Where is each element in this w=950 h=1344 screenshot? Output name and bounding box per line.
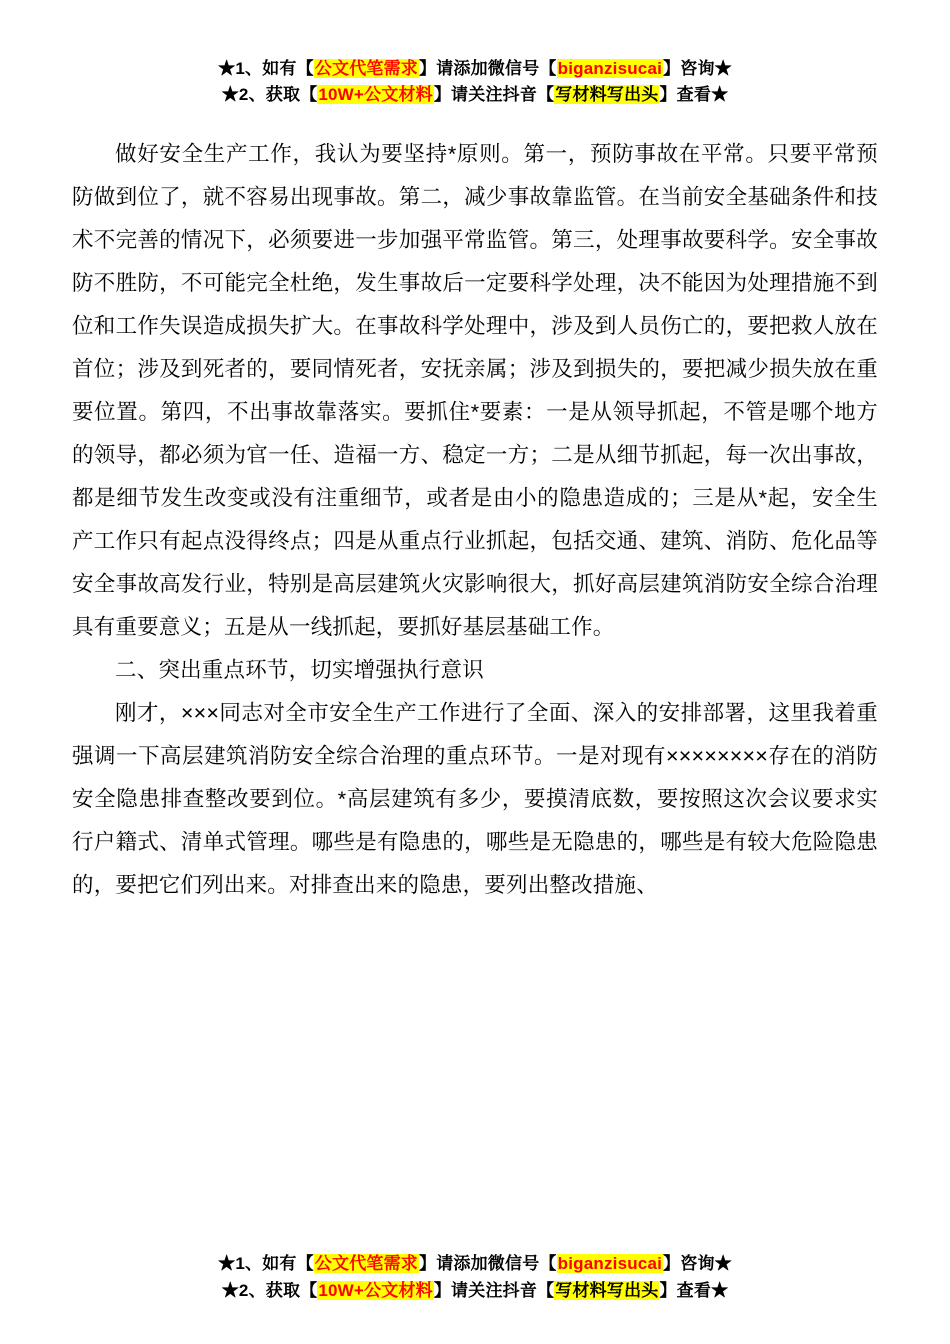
- promo-bottom-line-2-middle: 】请关注抖音【: [433, 1280, 555, 1300]
- promo-top-line-1-suffix: 】咨询★: [663, 59, 732, 78]
- document-body: [72, 133, 878, 907]
- promo-bottom-line-2-highlight-1: 10W+公文材料: [318, 1280, 433, 1300]
- document-heading-section-2: 二、突出重点环节，切实增强执行意识: [115, 657, 484, 682]
- promo-top-line-1-prefix: ★1、如有【: [218, 59, 314, 78]
- promo-bottom-line-2-suffix: 】查看★: [659, 1280, 729, 1300]
- promo-top-line-2-highlight-1: 10W+公文材料: [318, 85, 433, 105]
- promo-top-line-1-highlight-2: biganzisucai: [557, 59, 663, 78]
- promo-top-line-2-highlight-2: 写材料写出头: [555, 85, 659, 105]
- promo-bottom-line-2-highlight-2: 写材料写出头: [555, 1280, 659, 1300]
- promo-top-line-2-prefix: ★2、获取【: [221, 85, 318, 105]
- promo-top-line-2-middle: 】请关注抖音【: [433, 85, 555, 105]
- document-paragraph-2: 刚才，×××同志对全市安全生产工作进行了全面、深入的安排部署，这里我着重强调一下高层建筑消防安全综合治理的重点环节。一是对现有××××××××存在的消防安全隐患排查整改要到位。*高层建筑有多少，要摸清底数，要按照这次会议要求实行户籍式、清单式管理。哪些是有隐患的，哪些是无隐患的，哪些是有较大危险隐患的，要把它们列出来。对排查出来的隐患，要列出整改措施、: [72, 700, 878, 897]
- promo-top-line-2: [72, 82, 878, 108]
- promo-top-line-2-suffix: 】查看★: [659, 85, 729, 105]
- document-paragraph-1: 做好安全生产工作，我认为要坚持*原则。第一，预防事故在平常。只要平常预防做到位了，就不容易出现事故。第二，减少事故靠监管。在当前安全基础条件和技术不完善的情况下，必须要进一步加强平常监管。第三，处理事故要科学。安全事故防不胜防，不可能完全杜绝，发生事故后一定要科学处理，决不能因为处理措施不到位和工作失误造成损失扩大。在事故科学处理中，涉及到人员伤亡的，要把救人放在首位；涉及到死者的，要同情死者，安抚亲属；涉及到损失的，要把减少损失放在重要位置。第四，不出事故靠落实。要抓住*要素：一是从领导抓起，不管是哪个地方的领导，都必须为官一任、造福一方、稳定一方；二是从细节抓起，每一次出事故，都是细节发生改变或没有注重细节，或者是由小的隐患造成的；三是从*起，安全生产工作只有起点没得终点；四是从重点行业抓起，包括交通、建筑、消防、危化品等安全事故高发行业，特别是高层建筑火灾影响很大，抓好高层建筑消防安全综合治理具有重要意义；五是从一线抓起，要抓好基层基础工作。: [72, 141, 878, 639]
- promo-bottom-line-1-highlight-1: 公文代笔需求: [314, 1254, 418, 1274]
- promo-bottom-line-1-suffix: 】咨询★: [663, 1254, 732, 1274]
- promo-bottom-line-2-prefix: ★2、获取【: [221, 1280, 318, 1300]
- promo-bottom-line-1-highlight-2: biganzisucai: [557, 1254, 663, 1274]
- promo-banner-bottom: [72, 1237, 878, 1304]
- promo-top-line-1-highlight-1: 公文代笔需求: [314, 59, 418, 78]
- promo-bottom-line-1-middle: 】请添加微信号【: [419, 1254, 557, 1274]
- promo-top-line-1-middle: 】请添加微信号【: [419, 59, 557, 78]
- promo-bottom-line-1-prefix: ★1、如有【: [218, 1254, 314, 1274]
- promo-top-line-1: [72, 56, 878, 82]
- promo-banner-top: [72, 56, 878, 109]
- promo-bottom-line-1: [72, 1251, 878, 1277]
- promo-bottom-line-2: [72, 1278, 878, 1304]
